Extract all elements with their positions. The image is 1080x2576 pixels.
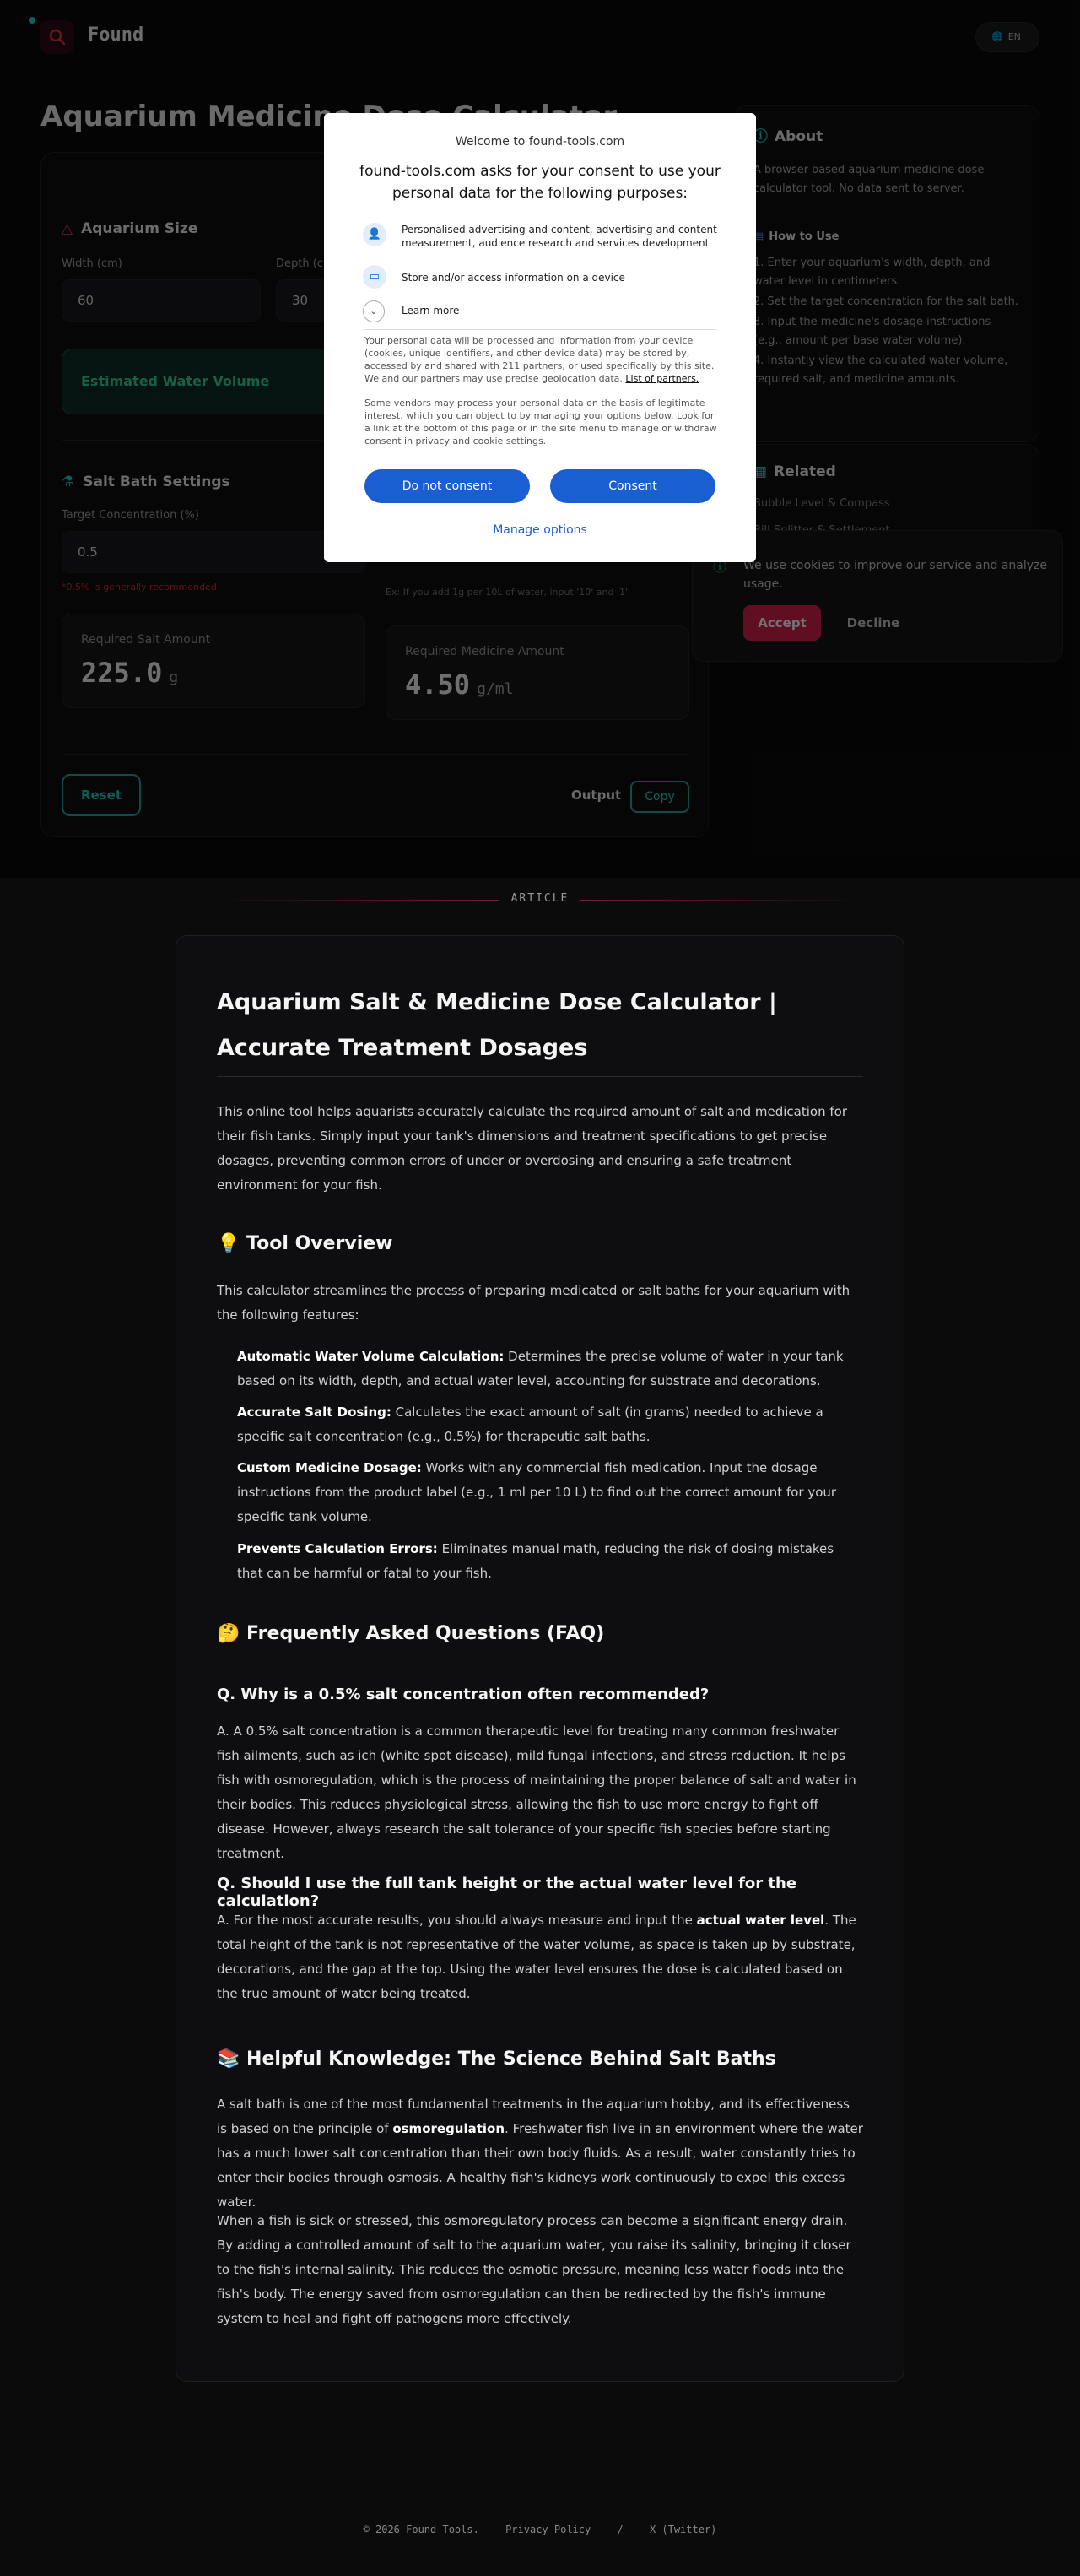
knowledge-p1-bold: osmoregulation [392,2121,505,2136]
knowledge-p1-pre: A salt bath is one of the most fundamental treatments in the aquarium hobby, and its effectiveness is based on the principle of [217,2097,850,2136]
consent-purpose-storage [363,265,721,290]
faq-question-1: Q. Why is a 0.5% salt concentration often recommended? [217,1686,710,1703]
consent-paragraph-2: Some vendors may process your personal data on the basis of legitimate interest, which you can object to by managing your options below. Look for a link at the bottom of this page or in the site menu to manage or withdraw consent in privacy and cookie settings. [364,398,717,446]
feature-name: Accurate Salt Dosing: [237,1404,392,1420]
faq-answer-2-bold: actual water level [696,1913,825,1928]
overview-intro: This calculator streamlines the process of preparing medicated or salt baths for your aquarium with the following features: [217,1283,850,1323]
footer-copyright: © 2026 Found Tools. [363,2524,479,2535]
partners-link[interactable]: List of partners. [625,373,699,384]
feature-name: Custom Medicine Dosage: [237,1460,422,1475]
knowledge-p1-post: . Freshwater fish live in an environment where the water has a much lower salt concentration than their own body fluids. As a result, water constantly tries to enter their bodies through osmosis. A healthy fish's kidneys work continuously to expel this excess water. [217,2121,863,2210]
article-intro: This online tool helps aquarists accurately calculate the required amount of salt and medication for their fish tanks. Simply input your tank's dimensions and treatment specifications to get precise dosages, preventing common errors of under or overdosing and ensuring a safe treatment environment for your fish. [217,1104,847,1193]
article-title-rule [217,1076,863,1077]
manage-options-link[interactable]: Manage options [493,523,587,537]
article-label-line-right [580,900,867,901]
knowledge-paragraph-1 [217,2092,863,2215]
article-card [176,935,904,2382]
consent-paragraph-1-text: Your personal data will be processed and information from your device (cookies, unique identifiers, and other device data) may be stored by, accessed by and shared with 211 partners, or used specifically by this site. We and our partners may use precise geolocation data. [364,335,715,384]
faq-question-2: Q. Should I use the full tank height or the actual water level for the calculation? [217,1875,797,1910]
consent-heading: found-tools.com asks for your consent to use your personal data for the following purposes: [359,163,721,202]
consent-purpose-storage-text: Store and/or access information on a device [402,272,625,284]
feature-item [237,1456,863,1529]
footer-privacy-link[interactable]: Privacy Policy [505,2524,591,2535]
feature-desc: Eliminates manual math, reducing the risk of dosing mistakes that can be harmful or fatal to your fish. [237,1541,834,1581]
consent-dialog [324,113,756,562]
consent-paragraph-1 [364,334,717,385]
feature-item [237,1400,863,1449]
device-icon: ▭ [363,265,386,289]
feature-item [237,1537,863,1586]
knowledge-heading: 📚 Helpful Knowledge: The Science Behind Salt Baths [217,2048,776,2070]
do-not-consent-button[interactable]: Do not consent [364,469,530,503]
site-footer [0,2524,1080,2535]
feature-desc: Determines the precise volume of water in your tank based on its width, depth, and actual water level, accounting for substrate and decorations. [237,1349,844,1388]
consent-button[interactable]: Consent [550,469,716,503]
faq-answer-1: A. A 0.5% salt concentration is a common therapeutic level for treating many common freshwater fish ailments, such as ich (white spot disease), mild fungal infections, and stress reduction. It helps fish with osmoregulation, which is the process of maintaining the proper balance of salt and water in their bodies. This reduces physiological stress, allowing the fish to use more energy to fight off disease. However, always research the salt tolerance of your specific fish species before starting treatment. [217,1724,856,1861]
footer-twitter-link[interactable]: X (Twitter) [649,2524,717,2535]
feature-name: Prevents Calculation Errors: [237,1541,438,1556]
feature-item [237,1345,863,1394]
feature-name: Automatic Water Volume Calculation: [237,1349,505,1364]
feature-desc: Works with any commercial fish medication. Input the dosage instructions from the product label (e.g., 1 ml per 10 L) to find out the correct amount for your specific tank volume. [237,1460,837,1524]
faq-answer-2 [217,1908,863,2006]
faq-answer-2-post: . The total height of the tank is not representative of the water volume, as space is taken up by substrate, decorations, and the gap at the top. Using the water level ensures the dose is calculated based on the true amount of water being treated. [217,1913,856,2001]
article-label: ARTICLE [510,892,570,905]
faq-answer-2-pre: A. For the most accurate results, you should always measure and input the [217,1913,697,1928]
person-icon: 👤 [363,223,386,246]
knowledge-paragraph-2: When a fish is sick or stressed, this osmoregulatory process can become a significant energy drain. By adding a controlled amount of salt to the aquarium water, you raise its salinity, bringing it closer to the fish's internal salinity. This reduces the osmotic pressure, meaning less water floods into the fish's body. The energy saved from osmoregulation can then be redirected by the fish's immune system to heal and fight off pathogens more effectively. [217,2213,851,2326]
feature-desc: Calculates the exact amount of salt (in grams) needed to achieve a specific salt concentration (e.g., 0.5%) for therapeutic salt baths. [237,1404,824,1444]
faq-heading: 🤔 Frequently Asked Questions (FAQ) [217,1623,605,1644]
consent-purpose-ads-text: Personalised advertising and content, advertising and content measurement, audience research and services development [402,224,717,249]
consent-divider [363,329,717,330]
learn-more-label: Learn more [402,305,460,317]
chevron-down-icon: ⌄ [363,300,385,322]
article-title: Aquarium Salt & Medicine Dose Calculator | Accurate Treatment Dosages [217,989,777,1061]
consent-purpose-ads [363,223,721,252]
overview-heading: 💡 Tool Overview [217,1233,393,1254]
consent-site-name: Welcome to found-tools.com [455,135,625,149]
footer-separator: / [617,2524,624,2535]
